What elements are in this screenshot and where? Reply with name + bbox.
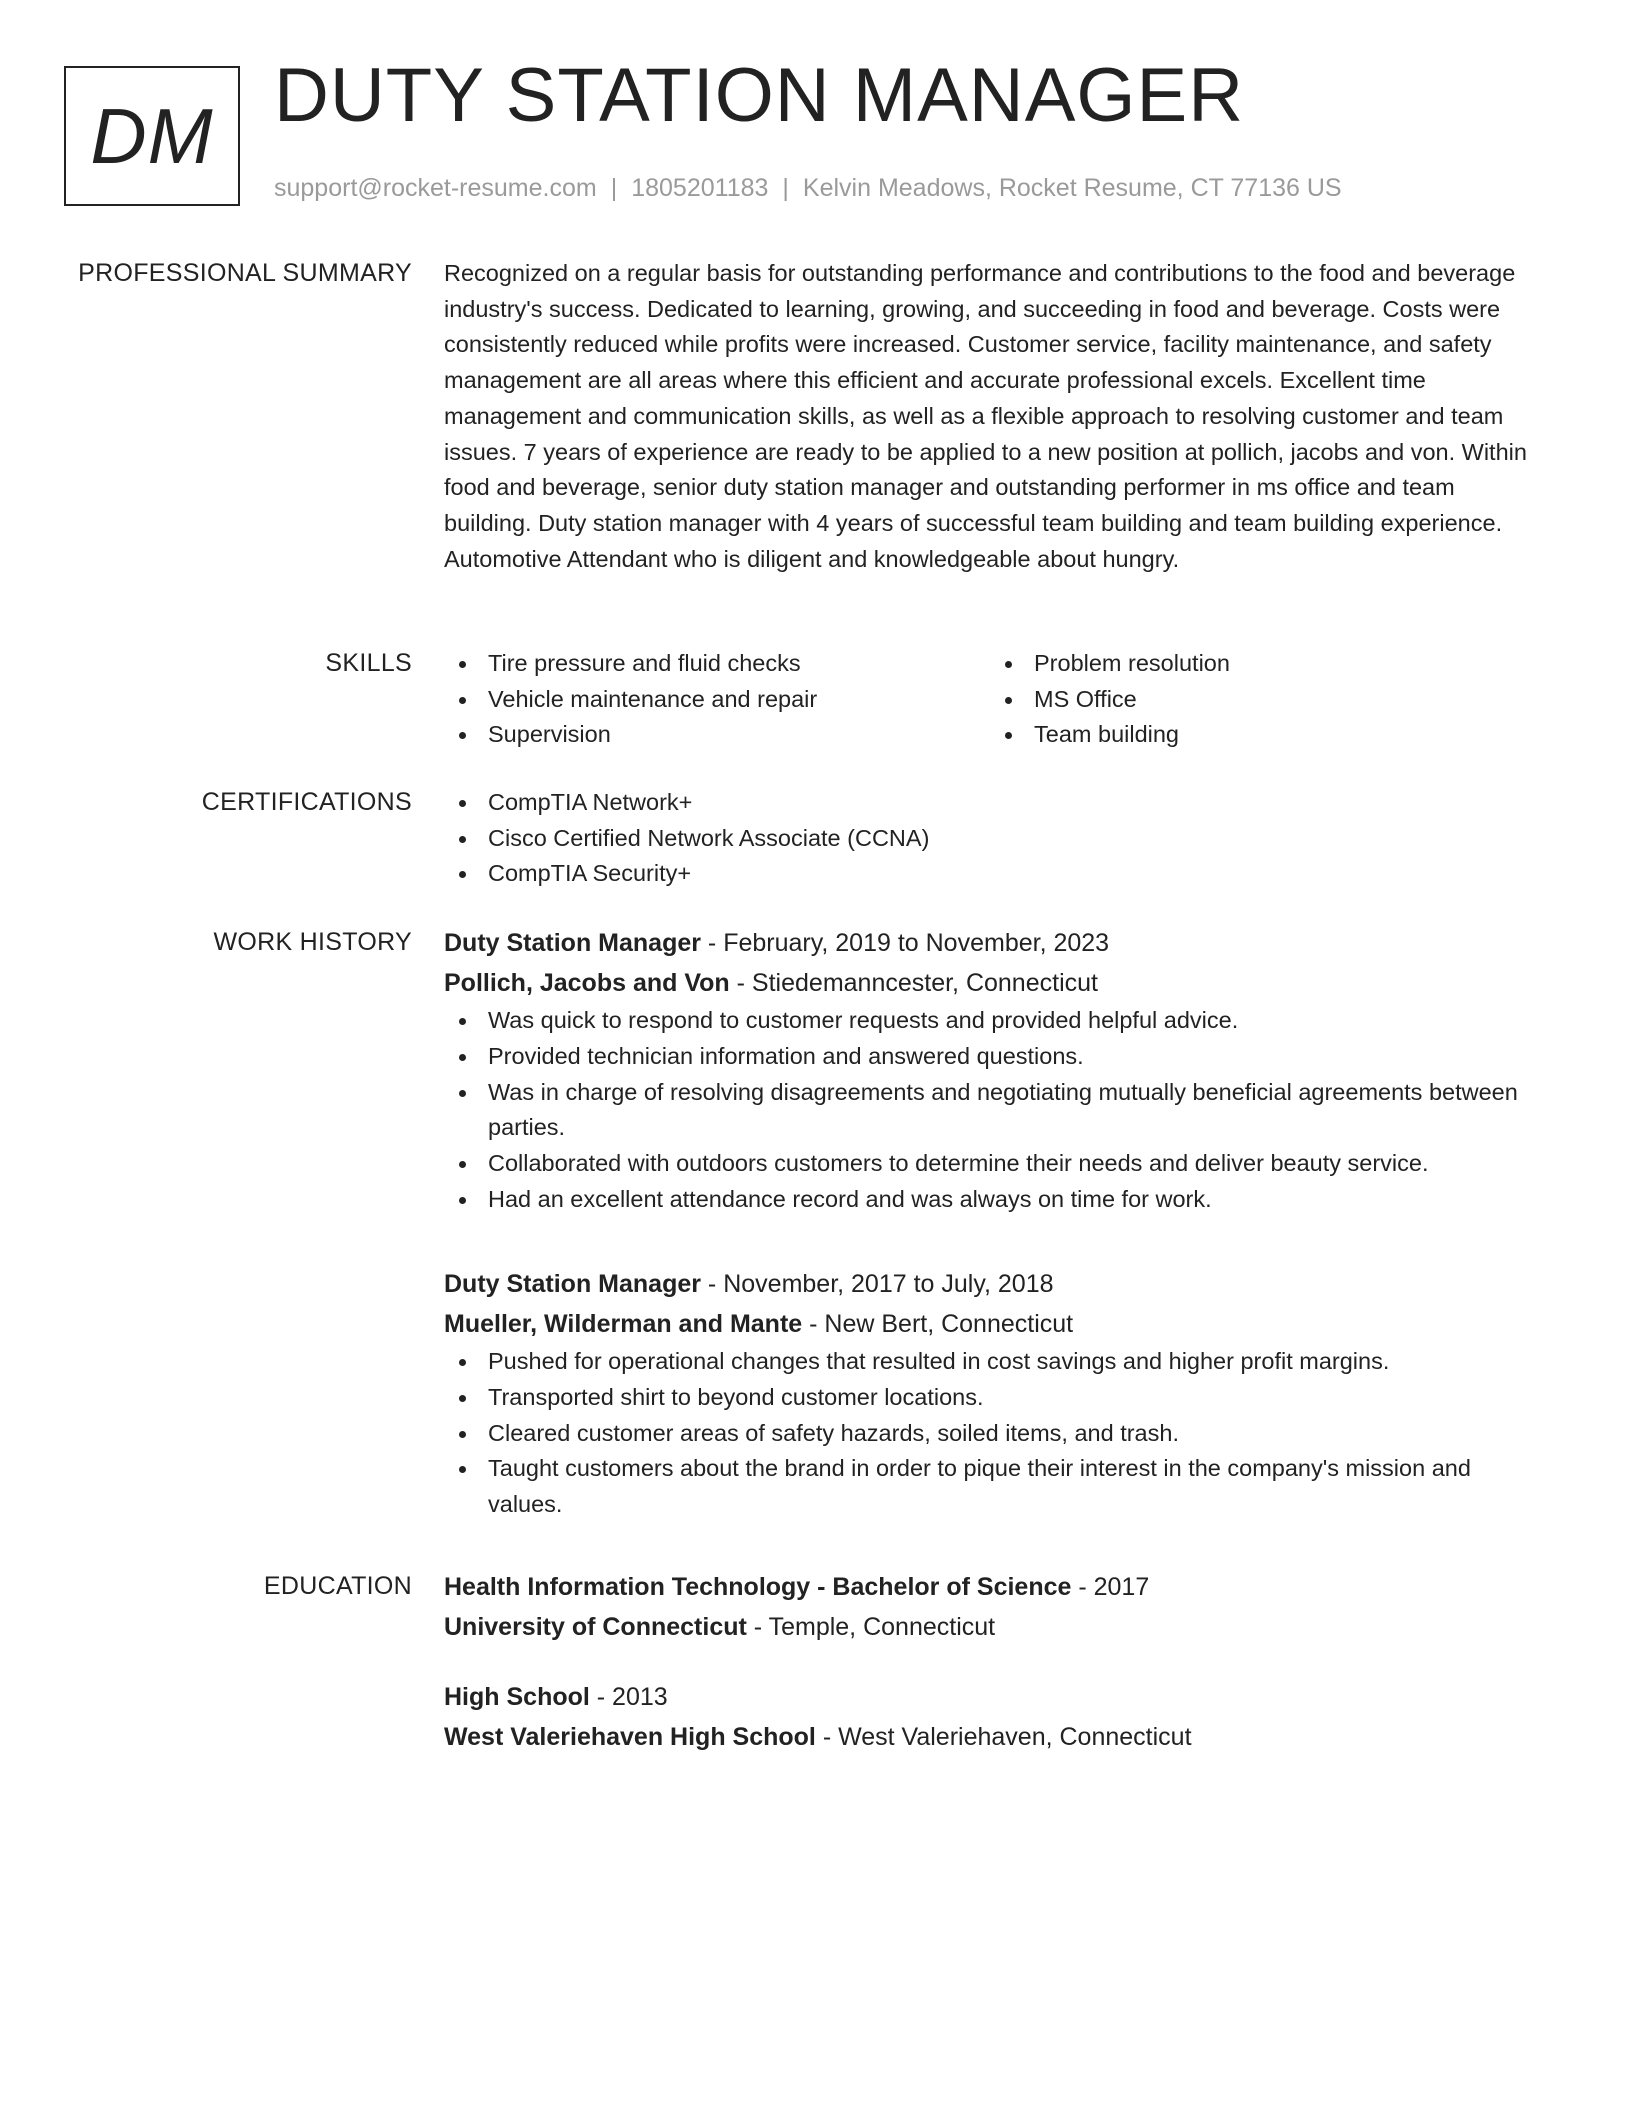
job-title: Duty Station Manager (444, 1270, 701, 1298)
monogram-initials: DM (90, 91, 214, 180)
skills-heading: SKILLS (325, 649, 412, 677)
contact-address: Kelvin Meadows, Rocket Resume, CT 77136 US (802, 174, 1342, 202)
certification-item: CompTIA Security+ (444, 856, 1536, 892)
job-company-line (444, 1305, 1536, 1345)
job-title: Duty Station Manager (444, 929, 701, 957)
certifications-heading: CERTIFICATIONS (201, 788, 412, 816)
education-entry (444, 1568, 1536, 1647)
education-degree-line (444, 1678, 1536, 1718)
monogram-box (64, 66, 240, 206)
skill-item: Team building (990, 717, 1536, 753)
job-location: - Stiedemanncester, Connecticut (729, 968, 1098, 997)
skills-list-right (990, 646, 1536, 753)
education-location: - Temple, Connecticut (746, 1612, 996, 1641)
resume-title: DUTY STATION MANAGER (274, 53, 1245, 138)
education-degree: Health Information Technology - Bachelor of Science (444, 1573, 1072, 1601)
job-company: Mueller, Wilderman and Mante (444, 1309, 803, 1338)
skill-item: Vehicle maintenance and repair (444, 682, 990, 718)
job-entry (444, 924, 1536, 1217)
job-bullet: Cleared customer areas of safety hazards, soiled items, and trash. (444, 1416, 1536, 1452)
skills-list-left (444, 646, 990, 753)
job-bullet: Collaborated with outdoors customers to determine their needs and deliver beauty service. (444, 1146, 1536, 1182)
education-location: - West Valeriehaven, Connecticut (815, 1722, 1192, 1751)
job-bullet: Was quick to respond to customer requests and provided helpful advice. (444, 1003, 1536, 1039)
skills-grid (444, 646, 1536, 753)
education-school-line (444, 1608, 1536, 1648)
job-bullet: Provided technician information and answered questions. (444, 1039, 1536, 1075)
work-history-heading: WORK HISTORY (213, 928, 412, 956)
education-heading: EDUCATION (263, 1572, 412, 1600)
contact-separator: | (610, 174, 618, 202)
job-bullet: Pushed for operational changes that resulted in cost savings and higher profit margins. (444, 1344, 1536, 1380)
contact-separator: | (782, 174, 789, 202)
skill-item: Supervision (444, 717, 990, 753)
education-school: West Valeriehaven High School (444, 1722, 816, 1751)
education-degree: High School (444, 1683, 590, 1711)
certifications-list (444, 785, 1536, 892)
education-year: - 2013 (589, 1683, 668, 1711)
job-bullet: Taught customers about the brand in order to pique their interest in the company's mission and values. (444, 1451, 1536, 1522)
skills-body (444, 646, 1536, 753)
job-bullets (444, 1344, 1536, 1523)
job-company-line (444, 964, 1536, 1004)
education-year: - 2017 (1071, 1573, 1150, 1601)
skill-item: MS Office (990, 682, 1536, 718)
job-title-line (444, 1265, 1536, 1305)
summary-body (444, 256, 1536, 577)
contact-email[interactable]: support@rocket-resume.com (274, 174, 597, 202)
job-bullet: Transported shirt to beyond customer locations. (444, 1380, 1536, 1416)
job-bullet: Had an excellent attendance record and was always on time for work. (444, 1182, 1536, 1218)
certification-item: CompTIA Network+ (444, 785, 1536, 821)
certifications-body (444, 785, 1536, 892)
education-entry (444, 1678, 1536, 1757)
skill-item: Tire pressure and fluid checks (444, 646, 990, 682)
summary-heading: PROFESSIONAL SUMMARY (78, 259, 412, 287)
education-school-line (444, 1718, 1536, 1758)
education-degree-line (444, 1568, 1536, 1608)
job-bullets (444, 1003, 1536, 1217)
job-location: - New Bert, Connecticut (802, 1309, 1074, 1338)
job-dates: - November, 2017 to July, 2018 (700, 1270, 1054, 1298)
contact-line (274, 174, 1342, 203)
certification-item: Cisco Certified Network Associate (CCNA) (444, 821, 1536, 857)
job-title-line (444, 924, 1536, 964)
job-dates: - February, 2019 to November, 2023 (700, 929, 1110, 957)
skill-item: Problem resolution (990, 646, 1536, 682)
job-bullet: Was in charge of resolving disagreements and negotiating mutually beneficial agreements between parties. (444, 1075, 1536, 1146)
education-school: University of Connecticut (444, 1612, 747, 1641)
summary-text: Recognized on a regular basis for outstanding performance and contributions to the food and beverage industry's success. Dedicated to learning, growing, and succeeding in food and beverage. Costs were consistently reduced while profits were increased. Customer service, facility maintenance, and safety management are all areas where this efficient and accurate professional excels. Excellent time management and communication skills, as well as a flexible approach to resolving customer and team issues. 7 years of experience are ready to be applied to a new position at pollich, jacobs and von. Within food and beverage, senior duty station manager and outstanding performer in ms office and team building. Duty station manager with 4 years of successful team building and team building experience. Automotive Attendant who is diligent and knowledgeable about hungry. (444, 260, 1527, 572)
contact-phone[interactable]: 1805201183 (631, 174, 769, 202)
job-company: Pollich, Jacobs and Von (444, 968, 730, 997)
job-entry (444, 1265, 1536, 1523)
